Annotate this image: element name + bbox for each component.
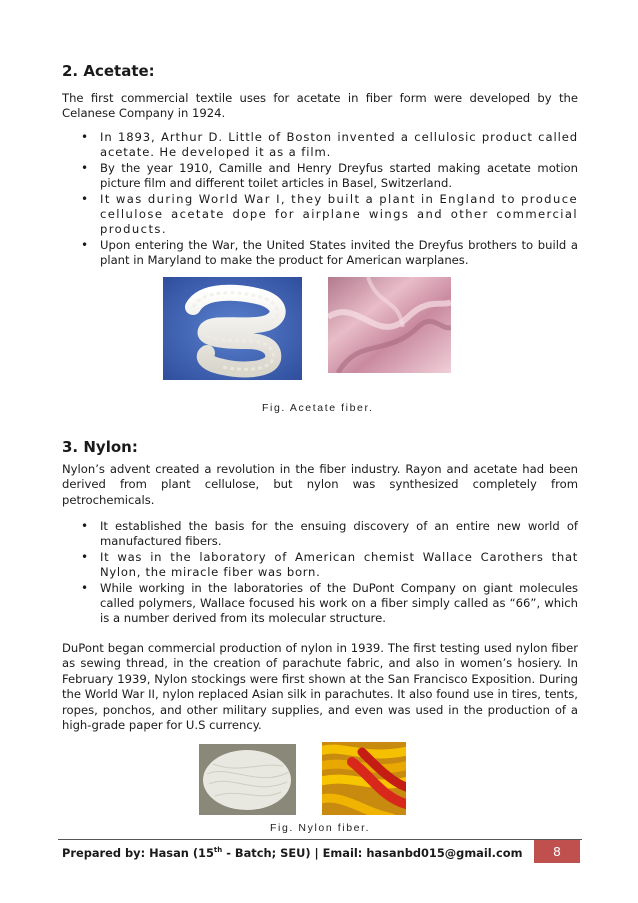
acetate-bullet: • By the year 1910, Camille and Henry Dreyfus started making acetate motion picture film and different toilet articles in Basel, Switzerland.	[62, 161, 578, 192]
acetate-figure-caption: Fig. Acetate fiber.	[262, 402, 374, 414]
footer-text	[62, 846, 522, 860]
nylon-fiber-image	[199, 744, 296, 815]
acetate-heading: 2. Acetate:	[62, 62, 155, 80]
acetate-bullet: • In 1893, Arthur D. Little of Boston invented a cellulosic product called acetate. He developed it as a film.	[62, 130, 578, 161]
acetate-bullet: • It was during World War I, they built a plant in England to produce cellulose acetate dope for airplane wings and other commercial products.	[62, 192, 578, 238]
nylon-figure-caption: Fig. Nylon fiber.	[270, 822, 371, 834]
nylon-intro: Nylon’s advent created a revolution in the fiber industry. Rayon and acetate had been derived from plant cellulose, but nylon was synthesized completely from petrochemicals.	[62, 462, 578, 507]
nylon-body: DuPont began commercial production of nylon in 1939. The first testing used nylon fiber as sewing thread, in the creation of parachute fabric, and also in women’s hosiery. In February 1939, Nylon stockings were first shown at the San Francisco Exposition. During the World War II, nylon replaced Asian silk in parachutes. It also found use in tires, tents, ropes, ponchos, and other military supplies, and even was used in the production of a high-grade paper for U.S currency.	[62, 641, 578, 733]
acetate-bullet: • Upon entering the War, the United States invited the Dreyfus brothers to build a plant in Maryland to make the product for American warplanes.	[62, 238, 578, 269]
nylon-bullet: • It was in the laboratory of American chemist Wallace Carothers that Nylon, the miracle fiber was born.	[62, 550, 578, 581]
footer-prefix: Prepared by: Hasan (15	[62, 846, 214, 860]
footer-divider	[58, 839, 582, 840]
page-number: 8	[534, 840, 580, 863]
acetate-intro: The first commercial textile uses for acetate in fiber form were developed by the Celanese Company in 1924.	[62, 91, 578, 121]
acetate-bullet-list	[62, 130, 578, 269]
acetate-fiber-image	[163, 277, 302, 380]
acetate-fabric-image	[328, 277, 451, 373]
nylon-heading: 3. Nylon:	[62, 438, 138, 456]
nylon-bullet: • It established the basis for the ensuing discovery of an entire new world of manufactured fibers.	[62, 519, 578, 550]
footer-sup: th	[213, 846, 223, 855]
nylon-bullet-list	[62, 519, 578, 627]
nylon-bullet: • While working in the laboratories of the DuPont Company on giant molecules called polymers, Wallace focused his work on a fiber simply called as “66”, which is a number derived from its molecular structure.	[62, 581, 578, 627]
nylon-rope-image	[322, 742, 406, 815]
footer-suffix: - Batch; SEU) | Email: hasanbd015@gmail.com	[222, 846, 523, 860]
